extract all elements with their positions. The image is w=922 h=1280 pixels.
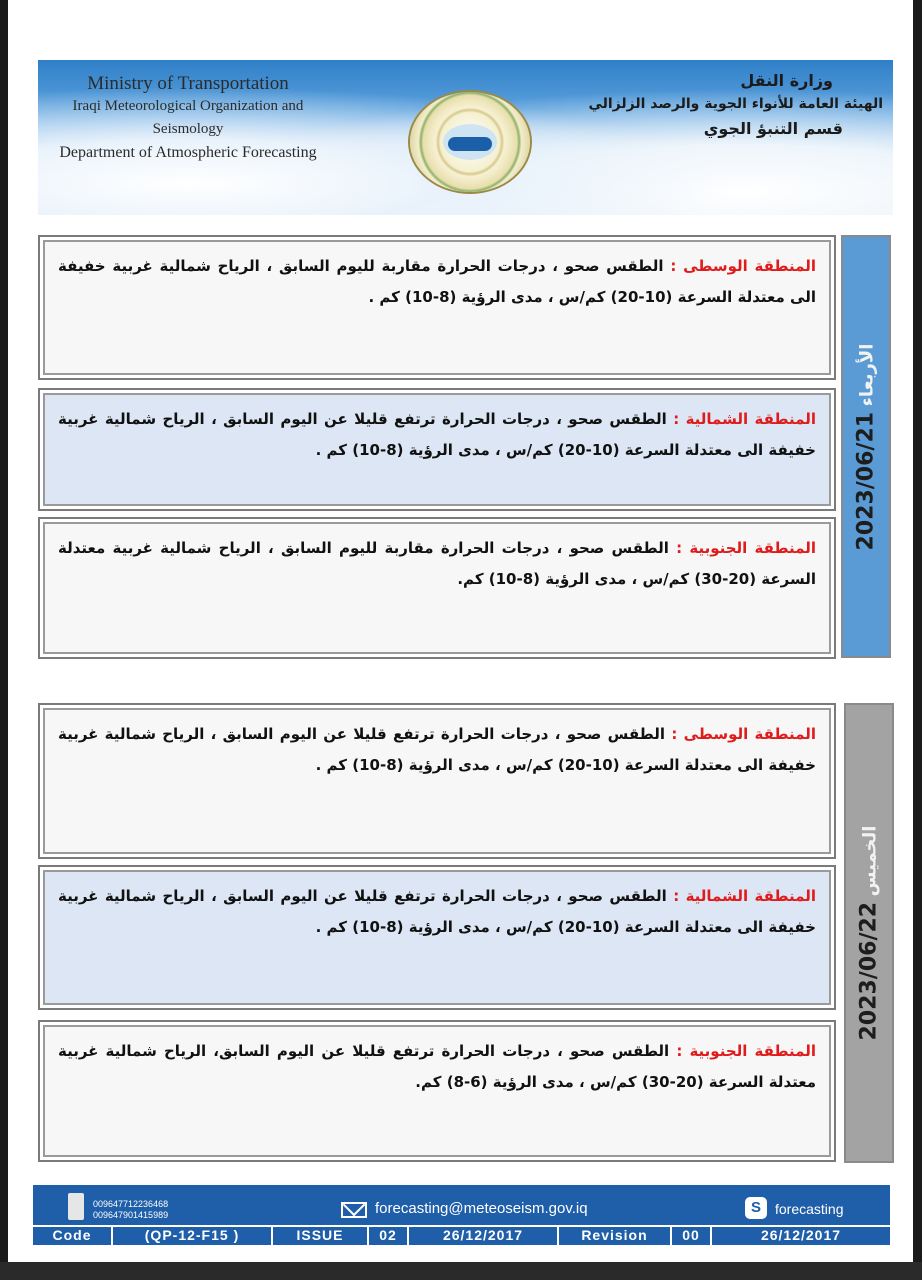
forecast-central-day1 [38, 235, 836, 380]
forecast-central-day2 [38, 703, 836, 859]
day-name: الخميس [859, 825, 881, 897]
revision-value: 00 [672, 1227, 712, 1245]
date-label: 2023/06/21 [853, 411, 879, 550]
ministry-name-ar: وزارة النقل [740, 71, 833, 90]
forecast-north-day2 [38, 865, 836, 1010]
phone-number: 009647901415989 [93, 1210, 169, 1220]
forecast-text: الطقس صحو ، درجات الحرارة ترتفع قليلا عن اليوم السابق ، الرياح شمالية غربية خفيفة الى معتدلة السرعة (10-20) كم/س ، مدى الرؤية (8-10) كم . [58, 410, 816, 459]
header-english [38, 72, 338, 164]
document-control-row [33, 1225, 890, 1245]
phone-number: 009647712236468 [93, 1199, 169, 1209]
footer-contact-bar [33, 1185, 890, 1245]
organization-name-en: Iraqi Meteorological Organization and Seismology [72, 98, 304, 137]
date-label: 2023/06/22 [856, 901, 882, 1041]
envelope-icon [341, 1202, 367, 1218]
date-bar-day1 [841, 235, 891, 658]
forecast-text: الطقس صحو ، درجات الحرارة ترتفع قليلا عن اليوم السابق ، الرياح شمالية غربية خفيفة الى معتدلة السرعة (10-20) كم/س ، مدى الرؤية (8-10) كم . [58, 725, 816, 774]
region-label: المنطقة الوسطى : [670, 257, 816, 275]
document-page [8, 0, 913, 1262]
region-label: المنطقة الجنوبية : [676, 539, 816, 557]
organization-logo-icon [410, 92, 530, 192]
forecast-text: الطقس صحو ، درجات الحرارة ترتفع قليلا عن اليوم السابق، الرياح شمالية غربية معتدلة السرعة (20-30) كم/س ، مدى الرؤية (6-8) كم. [58, 1042, 816, 1091]
ministry-name-en: Ministry of Transportation [87, 73, 289, 94]
issue-value: 02 [369, 1227, 409, 1245]
revision-date: 26/12/2017 [760, 1227, 842, 1243]
issue-date: 26/12/2017 [409, 1227, 559, 1245]
department-name-ar: قسم التنبؤ الجوي [703, 119, 843, 138]
forecast-text: الطقس صحو ، درجات الحرارة ترتفع قليلا عن اليوم السابق ، الرياح شمالية غربية خفيفة الى معتدلة السرعة (10-20) كم/س ، مدى الرؤية (8-10) كم . [58, 887, 816, 936]
code-value: (QP-12-F15 ) [113, 1227, 273, 1245]
forecast-text: الطقس صحو ، درجات الحرارة مقاربة لليوم السابق ، الرياح شمالية غربية معتدلة السرعة (20-30) كم/س ، مدى الرؤية (8-10) كم. [58, 539, 816, 588]
header-banner [38, 60, 893, 215]
department-name-en: Department of Atmospheric Forecasting [59, 144, 317, 161]
day-name: الأربعاء [856, 343, 878, 406]
region-label: المنطقة الجنوبية : [676, 1042, 816, 1060]
skype-handle: forecasting [775, 1201, 844, 1217]
issue-label: ISSUE [273, 1227, 369, 1245]
region-label: المنطقة الوسطى : [671, 725, 816, 743]
region-label: المنطقة الشمالية : [673, 410, 816, 428]
header-arabic [583, 70, 883, 142]
revision-label: Revision [559, 1227, 672, 1245]
forecast-south-day1 [38, 517, 836, 659]
region-label: المنطقة الشمالية : [673, 887, 816, 905]
forecast-text: الطقس صحو ، درجات الحرارة مقاربة لليوم السابق ، الرياح شمالية غربية خفيفة الى معتدلة السرعة (10-20) كم/س ، مدى الرؤية (8-10) كم . [58, 257, 816, 306]
forecast-north-day1 [38, 388, 836, 511]
forecast-south-day2 [38, 1020, 836, 1162]
bottom-edge [0, 1262, 922, 1280]
date-bar-day2 [844, 703, 894, 1163]
phone-numbers [93, 1199, 168, 1221]
organization-name-ar: الهيئة العامة للأنواء الجوية والرصد الزلزالي [588, 96, 883, 112]
phone-icon [68, 1193, 84, 1220]
code-label: Code [33, 1227, 113, 1245]
skype-icon: S [745, 1197, 767, 1219]
email-address: forecasting@meteoseism.gov.iq [375, 1200, 588, 1217]
